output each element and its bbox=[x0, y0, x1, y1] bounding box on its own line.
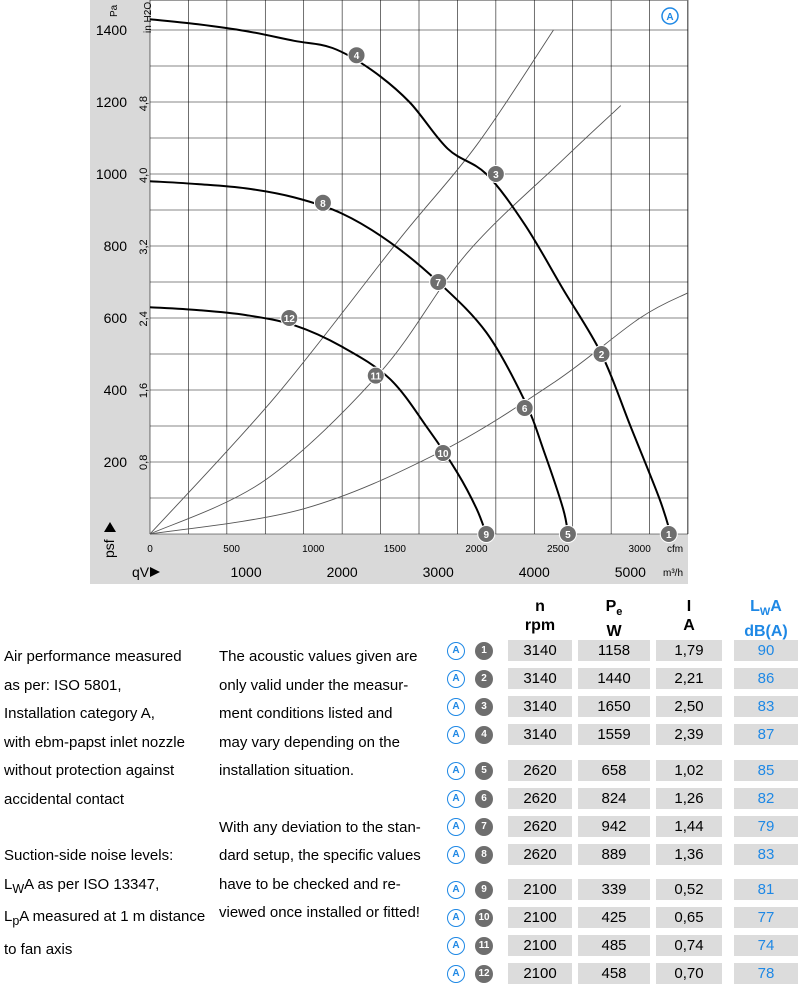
row-point-number: 10 bbox=[475, 909, 493, 927]
y2-tick-label: 4,8 bbox=[138, 95, 150, 112]
lpa-sub: p bbox=[12, 914, 20, 928]
row-tag-a: A bbox=[447, 818, 465, 836]
x-tick-label-m3h: 4000 bbox=[518, 564, 550, 580]
header-lwa-unit: dB(A) bbox=[744, 623, 788, 641]
x-tick-label-cfm: 2500 bbox=[546, 544, 570, 555]
acoustic-line: installation situation. bbox=[219, 762, 355, 779]
row-tag-a: A bbox=[447, 642, 465, 660]
test-conditions-line: without protection against bbox=[4, 762, 175, 779]
row-tag-a: A bbox=[447, 726, 465, 744]
row-point-number: 6 bbox=[475, 790, 493, 808]
row-tag-a: A bbox=[447, 965, 465, 983]
cell-sound-dba: 74 bbox=[734, 935, 798, 956]
operating-point-label: 2 bbox=[598, 350, 605, 361]
acoustic-para-1 bbox=[219, 643, 434, 786]
x-tick-label-cfm: 1000 bbox=[302, 544, 325, 555]
y2-tick-label: 4,0 bbox=[138, 167, 150, 183]
header-pe bbox=[578, 597, 650, 641]
y-tick-label: 1000 bbox=[95, 166, 127, 182]
lpa-rest: A measured at 1 m distance bbox=[19, 908, 206, 925]
acoustic-notes bbox=[219, 643, 434, 928]
y-unit-inh2o: in H2O bbox=[143, 1, 154, 33]
row-point-number: 11 bbox=[475, 937, 493, 955]
acoustic-line: only valid under the measur- bbox=[219, 676, 409, 694]
row-point-number: 3 bbox=[475, 698, 493, 716]
test-conditions-line: Air performance measured bbox=[4, 648, 182, 665]
row-tag-a: A bbox=[447, 790, 465, 808]
acoustic-line: viewed once installed or fitted! bbox=[219, 904, 420, 921]
x-axis-band bbox=[90, 534, 688, 584]
acoustic-line: ment conditions listed and bbox=[219, 705, 393, 722]
row-point-number: 1 bbox=[475, 642, 493, 660]
lpa-prefix: L bbox=[4, 908, 13, 925]
operating-point-7 bbox=[430, 274, 447, 291]
y-tick-label: 600 bbox=[103, 310, 127, 326]
cell-power-w: 1559 bbox=[578, 724, 650, 745]
header-lwa-sub: W bbox=[759, 606, 771, 619]
header-lwa bbox=[734, 597, 798, 641]
lwa-prefix: L bbox=[4, 875, 13, 893]
test-conditions-notes bbox=[4, 643, 214, 964]
row-point-number: 12 bbox=[475, 965, 493, 983]
y-tick-label: 200 bbox=[103, 454, 127, 470]
operating-point-1 bbox=[660, 526, 677, 543]
row-point-number: 7 bbox=[475, 818, 493, 836]
cell-current-a: 2,50 bbox=[656, 696, 722, 717]
cell-speed-rpm: 2100 bbox=[508, 963, 572, 984]
cell-current-a: 0,52 bbox=[656, 879, 722, 900]
x-tick-label-cfm: 3000 bbox=[628, 544, 651, 555]
y-axis-label-text: psf bbox=[101, 539, 117, 558]
y-tick-label: 1200 bbox=[95, 94, 127, 110]
header-pe-sub: e bbox=[616, 606, 623, 619]
operating-point-label: 6 bbox=[521, 404, 528, 415]
acoustic-para-2 bbox=[219, 814, 434, 928]
operating-point-label: 11 bbox=[370, 371, 382, 383]
x-unit-m3h: m³/h bbox=[663, 568, 683, 579]
y2-tick-label: 2,4 bbox=[138, 311, 150, 327]
cell-speed-rpm: 2100 bbox=[508, 935, 572, 956]
lpa-note bbox=[4, 903, 214, 936]
test-conditions-line: with ebm-papst inlet nozzle bbox=[4, 733, 185, 751]
cell-sound-dba: 79 bbox=[734, 816, 798, 837]
row-point-number: 2 bbox=[475, 670, 493, 688]
cell-power-w: 1158 bbox=[578, 640, 650, 661]
y2-tick-label: 0,8 bbox=[138, 454, 150, 470]
header-n-sym: n bbox=[535, 598, 545, 615]
operating-point-2 bbox=[593, 346, 610, 363]
cell-sound-dba: 85 bbox=[734, 760, 798, 781]
lwa-sub: W bbox=[12, 881, 25, 896]
operating-point-label: 5 bbox=[565, 530, 571, 541]
cell-current-a: 2,39 bbox=[656, 724, 722, 745]
cell-speed-rpm: 3140 bbox=[508, 668, 572, 689]
x-axis-label: qV bbox=[132, 564, 150, 580]
cell-current-a: 1,44 bbox=[656, 816, 722, 837]
header-pe-letter: P bbox=[605, 598, 617, 615]
row-point-number: 4 bbox=[475, 726, 493, 744]
cell-power-w: 339 bbox=[578, 879, 650, 900]
operating-point-11 bbox=[367, 367, 384, 384]
cell-power-w: 658 bbox=[578, 760, 650, 781]
acoustic-line: The acoustic values given are bbox=[219, 648, 418, 665]
x-tick-label-cfm: 500 bbox=[223, 544, 240, 555]
noise-title: Suction-side noise levels: bbox=[4, 847, 174, 864]
cell-power-w: 485 bbox=[578, 935, 650, 956]
header-n bbox=[508, 597, 572, 635]
test-conditions-line: as per: ISO 5801, bbox=[4, 676, 122, 694]
cell-power-w: 1440 bbox=[578, 668, 650, 689]
cell-sound-dba: 83 bbox=[734, 696, 798, 717]
row-tag-a: A bbox=[447, 846, 465, 864]
cell-speed-rpm: 2620 bbox=[508, 788, 572, 809]
operating-point-label: 4 bbox=[353, 51, 360, 63]
cell-speed-rpm: 3140 bbox=[508, 724, 572, 745]
y-tick-label: 800 bbox=[103, 238, 127, 254]
cell-speed-rpm: 2100 bbox=[508, 907, 572, 928]
lwa-rest: A as per ISO 13347, bbox=[24, 875, 160, 893]
y-unit-pa: Pa bbox=[109, 4, 120, 17]
header-i-unit: A bbox=[683, 617, 695, 634]
acoustic-line: have to be checked and re- bbox=[219, 875, 401, 893]
cell-current-a: 0,65 bbox=[656, 907, 722, 928]
header-i-sym: I bbox=[686, 598, 692, 615]
x-tick-label-m3h: 2000 bbox=[326, 564, 358, 580]
header-lwa-letter2: A bbox=[770, 598, 782, 615]
cell-power-w: 942 bbox=[578, 816, 650, 837]
x-tick-label-m3h: 1000 bbox=[230, 564, 262, 580]
operating-point-12 bbox=[281, 310, 298, 327]
operating-point-label: 7 bbox=[435, 278, 441, 289]
operating-point-8 bbox=[314, 194, 331, 211]
cell-sound-dba: 81 bbox=[734, 879, 798, 900]
operating-point-label: 12 bbox=[283, 314, 295, 325]
row-tag-a: A bbox=[447, 909, 465, 927]
row-tag-a: A bbox=[447, 698, 465, 716]
cell-sound-dba: 86 bbox=[734, 668, 798, 689]
operating-point-label: 8 bbox=[320, 198, 326, 210]
cell-current-a: 1,79 bbox=[656, 640, 722, 661]
cell-current-a: 1,26 bbox=[656, 788, 722, 809]
operating-point-10 bbox=[435, 445, 452, 462]
operating-point-label: 10 bbox=[437, 449, 449, 460]
y2-tick-label: 3,2 bbox=[138, 239, 150, 255]
operating-point-label: 3 bbox=[493, 170, 499, 181]
curve-tag-a bbox=[662, 8, 678, 24]
row-point-number: 8 bbox=[475, 846, 493, 864]
operating-point-4 bbox=[348, 47, 365, 64]
row-tag-a: A bbox=[447, 670, 465, 688]
test-conditions-line: Installation category A, bbox=[4, 705, 155, 722]
operating-point-5 bbox=[559, 526, 576, 543]
cell-speed-rpm: 2620 bbox=[508, 816, 572, 837]
cell-sound-dba: 90 bbox=[734, 640, 798, 661]
lwa-note bbox=[4, 871, 214, 904]
cell-power-w: 425 bbox=[578, 907, 650, 928]
test-conditions-line: accidental contact bbox=[4, 790, 125, 808]
x-tick-label-cfm: 1500 bbox=[383, 544, 406, 555]
cell-speed-rpm: 2100 bbox=[508, 879, 572, 900]
cell-current-a: 1,36 bbox=[656, 844, 722, 865]
operating-point-9 bbox=[478, 526, 495, 543]
operating-point-3 bbox=[487, 166, 504, 183]
cell-sound-dba: 77 bbox=[734, 907, 798, 928]
y-tick-label: 400 bbox=[103, 382, 127, 398]
row-point-number: 9 bbox=[475, 881, 493, 899]
header-pe-unit: W bbox=[606, 623, 622, 641]
cell-sound-dba: 82 bbox=[734, 788, 798, 809]
operating-point-label: 1 bbox=[666, 530, 672, 541]
cell-current-a: 1,02 bbox=[656, 760, 722, 781]
x-unit-cfm: cfm bbox=[667, 544, 684, 555]
acoustic-line: dard setup, the specific values bbox=[219, 847, 421, 864]
cell-sound-dba: 83 bbox=[734, 844, 798, 865]
x-tick-label-m3h: 3000 bbox=[422, 564, 454, 580]
cell-power-w: 889 bbox=[578, 844, 650, 865]
cell-current-a: 0,70 bbox=[656, 963, 722, 984]
acoustic-line: may vary depending on the bbox=[219, 733, 400, 751]
header-lwa-sym bbox=[734, 597, 798, 622]
cell-sound-dba: 78 bbox=[734, 963, 798, 984]
cell-speed-rpm: 2620 bbox=[508, 844, 572, 865]
acoustic-line: With any deviation to the stan- bbox=[219, 818, 421, 836]
cell-speed-rpm: 3140 bbox=[508, 696, 572, 717]
cell-current-a: 0,74 bbox=[656, 935, 722, 956]
header-n-unit: rpm bbox=[524, 617, 556, 634]
row-point-number: 5 bbox=[475, 762, 493, 780]
x-tick-label-cfm: 2000 bbox=[465, 544, 488, 555]
row-tag-a: A bbox=[447, 881, 465, 899]
lpa-note-2: to fan axis bbox=[4, 940, 73, 958]
curve-tag-a-text: A bbox=[666, 12, 674, 23]
cell-current-a: 2,21 bbox=[656, 668, 722, 689]
row-tag-a: A bbox=[447, 762, 465, 780]
cell-speed-rpm: 3140 bbox=[508, 640, 572, 661]
cell-power-w: 824 bbox=[578, 788, 650, 809]
header-pe-sym bbox=[578, 597, 650, 622]
operating-point-label: 9 bbox=[483, 530, 490, 541]
cell-speed-rpm: 2620 bbox=[508, 760, 572, 781]
row-tag-a: A bbox=[447, 937, 465, 955]
operating-point-6 bbox=[516, 400, 533, 417]
cell-sound-dba: 87 bbox=[734, 724, 798, 745]
y-tick-label: 1400 bbox=[95, 22, 127, 38]
cell-power-w: 458 bbox=[578, 963, 650, 984]
header-i bbox=[656, 597, 722, 635]
test-conditions-lines bbox=[4, 643, 214, 814]
header-lwa-letter: L bbox=[750, 598, 760, 615]
y-axis-band bbox=[90, 0, 150, 560]
cell-power-w: 1650 bbox=[578, 696, 650, 717]
y2-tick-label: 1,6 bbox=[138, 382, 150, 399]
x-tick-label-m3h: 5000 bbox=[614, 564, 646, 580]
x-tick-label-cfm: 0 bbox=[147, 544, 153, 555]
